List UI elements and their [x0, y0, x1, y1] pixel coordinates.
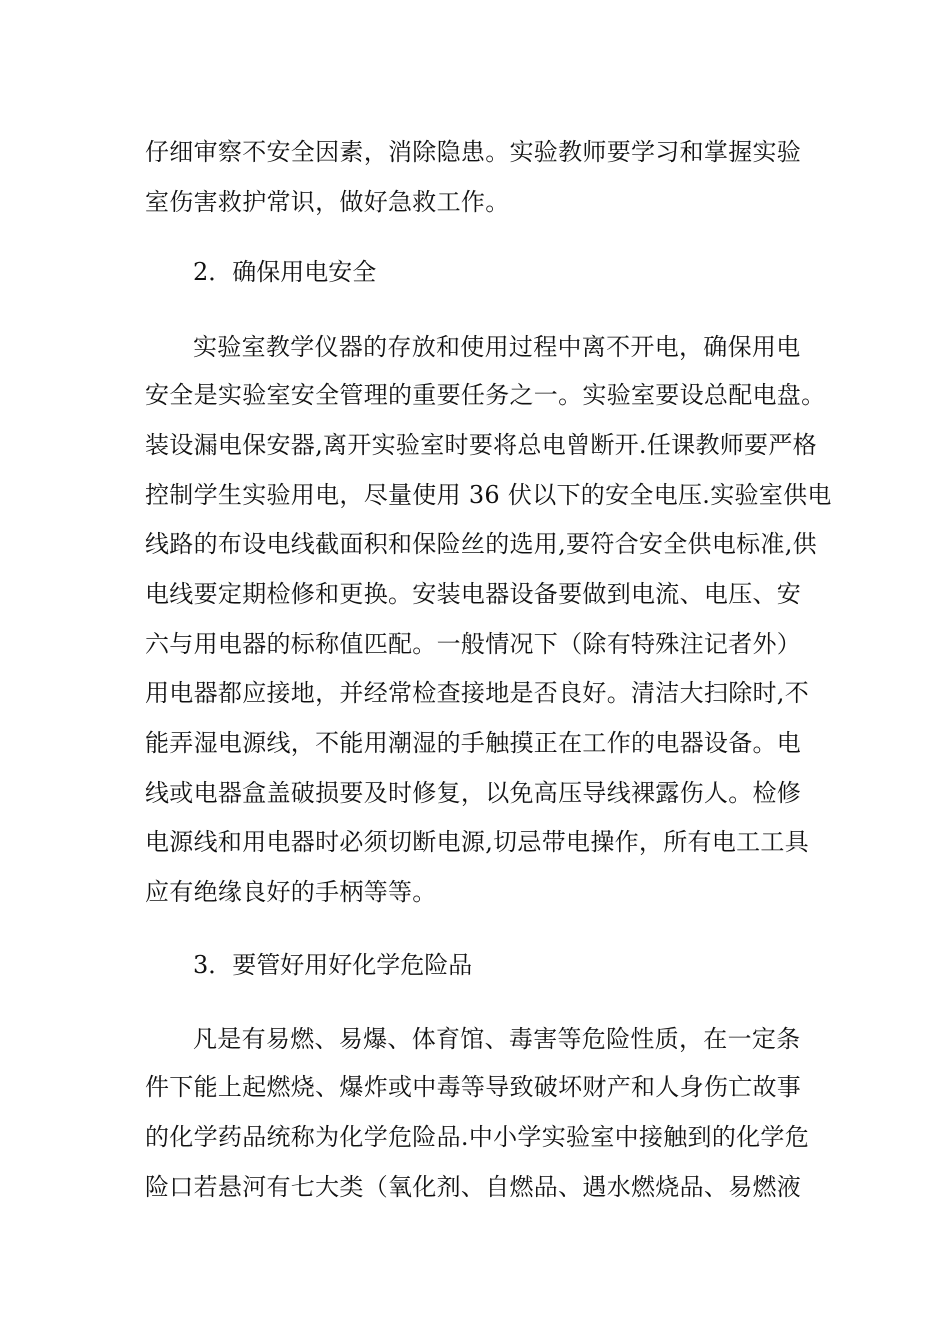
paragraph-line: 控制学生实验用电，尽量使用 36 伏以下的安全电压.实验室供电 — [145, 481, 832, 509]
paragraph-line: 实验室教学仪器的存放和使用过程中离不开电，确保用电 — [193, 333, 801, 361]
paragraph-line: 用电器都应接地，并经常检查接地是否良好。清洁大扫除时,不 — [145, 679, 810, 707]
paragraph-line: 电源线和用电器时必须切断电源,切忌带电操作，所有电工工具 — [145, 828, 810, 856]
paragraph-line: 凡是有易燃、易爆、体育馆、毒害等危险性质，在一定条 — [193, 1025, 801, 1053]
paragraph-line: 应有绝缘良好的手柄等等。 — [145, 878, 437, 906]
paragraph-line: 六与用电器的标称值匹配。一般情况下（除有特殊注记者外） — [145, 630, 802, 658]
paragraph-line: 电线要定期检修和更换。安装电器设备要做到电流、电压、安 — [145, 580, 802, 608]
paragraph-line: 安全是实验室安全管理的重要任务之一。实验室要设总配电盘。 — [145, 381, 826, 409]
section-heading: 2．确保用电安全 — [193, 258, 377, 286]
paragraph-line: 件下能上起燃烧、爆炸或中毒等导致破坏财产和人身伤亡故事 — [145, 1073, 802, 1101]
paragraph-line: 险口若悬河有七大类（氧化剂、自燃品、遇水燃烧品、易燃液 — [145, 1173, 802, 1201]
paragraph-line: 能弄湿电源线，不能用潮湿的手触摸正在工作的电器设备。电 — [145, 729, 802, 757]
section-heading: 3．要管好用好化学危险品 — [193, 951, 473, 979]
paragraph-line: 装设漏电保安器,离开实验室时要将总电曾断开.任课教师要严格 — [145, 431, 817, 459]
paragraph-line: 线路的布设电线截面积和保险丝的选用,要符合安全供电标准,供 — [145, 530, 817, 558]
paragraph-line: 仔细审察不安全因素，消除隐患。实验教师要学习和掌握实验 — [145, 138, 802, 166]
paragraph-line: 的化学药品统称为化学危险品.中小学实验室中接触到的化学危 — [145, 1123, 810, 1151]
paragraph-line: 室伤害救护常识，做好急救工作。 — [145, 188, 510, 216]
paragraph-line: 线或电器盒盖破损要及时修复，以免高压导线裸露伤人。检修 — [145, 779, 802, 807]
